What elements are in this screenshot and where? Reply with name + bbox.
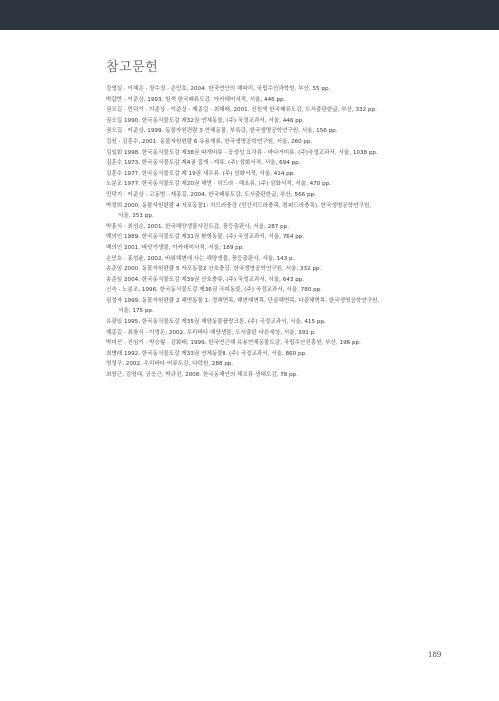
reference-entry bbox=[106, 105, 476, 116]
reference-text: 송준임 2004. 한국동식물도감 제39권 산호충류, (주) 국정교과서, 서울, 643 pp. bbox=[106, 276, 305, 283]
page-title: 참고문헌 bbox=[106, 60, 159, 75]
reference-entry bbox=[106, 201, 476, 222]
reference-entry bbox=[106, 158, 476, 169]
reference-entry bbox=[106, 148, 476, 159]
reference-entry bbox=[106, 95, 476, 106]
reference-text: 손민호 · 홍성윤, 2002. 바위해변에 사는 해양생물, 풍등출판사, 서울, 143 p. bbox=[106, 255, 295, 262]
reference-text: 최병래 1992. 한국동식물도감 제33권 연체동물Ⅱ. (주) 국정교과서, 서울, 860 pp. bbox=[106, 350, 307, 357]
reference-entry bbox=[106, 254, 476, 265]
reference-text: 백의인 2001. 바닷가생물, 아카데미서적, 서울, 189 pp. bbox=[106, 244, 245, 251]
reference-entry bbox=[106, 137, 476, 148]
reference-text: 백의인 1989. 한국동식물도감 제31권 환형동물. (주) 국정교과서, 서울, 764 pp. bbox=[106, 234, 305, 241]
reference-entry bbox=[106, 190, 476, 201]
reference-text: 권오길 1990. 한국동식물도감 제32권 연체동물, (주) 국정교과서, 서울, 446 pp. bbox=[106, 117, 305, 124]
reference-text: 박정희 2000. 동물자원편람 4 자포동물1: 히드라충강 (민간히드라충목, 컴퍼드라충목). 한국생명공학연구원, bbox=[106, 202, 372, 209]
reference-text: 김훈수 1973. 한국동식물도감 제4권 집게 · 게류. (주) 삼화서적, 서울, 694 pp. bbox=[106, 160, 301, 167]
reference-continuation: 서울, 251 pp. bbox=[118, 213, 154, 220]
reference-entry bbox=[106, 275, 476, 286]
reference-text: 심정자 1999. 동물자원편람 2 해면동물 1: 경해면목, 해변해면목, 단골해면목, 다골해면목, 한국생명공학연구원, bbox=[106, 297, 380, 304]
reference-text: 민덕기 · 이준상 · 고동범 · 제종길, 2004. 한국패류도감, 도서출판한글, 부산, 566 pp. bbox=[106, 191, 316, 198]
reference-text: 김훈수 1977. 한국동식물도감 제 19권 새우류. (주) 삼화서적, 서울, 414 pp. bbox=[106, 170, 296, 177]
reference-text: 노분조 1977. 한국동식물도감 제20권 해면 · 히드라 · 해초류, (주) 삼화서적, 서울, 470 pp. bbox=[106, 181, 331, 188]
reference-entry bbox=[106, 264, 476, 275]
reference-text: 박갑만 · 이준상, 1993. 원색 한국패류도감. 아카데미서적, 서울, 446 pp. bbox=[106, 96, 286, 103]
reference-text: 권오길 · 이준상, 1999. 동물자원편람 3 연체동물. 부록강, 한국생명공학연구원, 서울, 156 pp. bbox=[106, 128, 338, 135]
reference-text: 최창근, 김영대, 공응근, 박규진, 2008. 한국동해안의 해조류 생태도감, 78 pp. bbox=[106, 372, 298, 379]
top-header-band bbox=[0, 0, 499, 30]
reference-text: 신숙 · 노분조, 1996. 한국동식물도감 제36권 극피동물, (주) 국정교과서, 서울, 780 pp. bbox=[106, 287, 322, 294]
reference-continuation: 서울, 175 pp. bbox=[118, 308, 154, 315]
reference-entry bbox=[106, 179, 476, 190]
reference-entry bbox=[106, 84, 476, 95]
reference-entry bbox=[106, 222, 476, 233]
reference-text: 강영실 · 이혜은 · 장수정 · 손민호, 2004. 한국연안의 해파리, 국립수산과학원, 부산, 55 pp. bbox=[106, 86, 331, 92]
reference-text: 박미선 · 진임기 · 박승월 · 김화태, 1999. 한국연근해 유용연체동물도감, 국립수산진흥원, 부산, 196 pp. bbox=[106, 340, 361, 347]
reference-text: 유광일 1995. 한국동식물도감 제35권 해양동물플랑크톤, (주) 국정교과서, 서울, 415 pp. bbox=[106, 319, 326, 326]
reference-entry bbox=[106, 317, 476, 328]
reference-list bbox=[106, 84, 476, 381]
reference-entry bbox=[106, 296, 476, 317]
reference-entry bbox=[106, 232, 476, 243]
reference-text: 권오길 · 민덕기 · 이준상 · 이준상 · 제종길 · 최해래, 2001. 신원색 한국패류도감, 도서출판한글, 부산, 332 pp. bbox=[106, 107, 377, 114]
reference-entry bbox=[106, 328, 476, 339]
reference-text: 명정구, 2002. 우리바다 어류도감, 다락원, 288 pp. bbox=[106, 361, 234, 368]
reference-entry bbox=[106, 126, 476, 137]
reference-entry bbox=[106, 349, 476, 360]
reference-entry bbox=[106, 169, 476, 180]
reference-entry bbox=[106, 338, 476, 349]
reference-text: 김원 · 김훈수, 2001. 동물자원편람 6 유용게류, 한국생명공학연구원, 서울, 260 pp. bbox=[106, 138, 313, 145]
page-number: 189 bbox=[428, 651, 442, 659]
reference-entry bbox=[106, 370, 476, 381]
reference-text: 송준임 2000. 동물자원편람 5 자포동물2 산호충강. 한국생명공학연구원, 서울, 332 pp. bbox=[106, 266, 322, 273]
reference-entry bbox=[106, 285, 476, 296]
reference-entry bbox=[106, 243, 476, 254]
reference-entry bbox=[106, 116, 476, 127]
reference-entry bbox=[106, 359, 476, 370]
reference-text: 김일회 1998. 한국동식물도감 제38권 따개비류 · 공생성 요각류 · 바다거미류. (주)국정교과서, 서울, 1038 pp. bbox=[106, 149, 378, 156]
reference-text: 박흥식 · 최성순, 2001. 한국해양생물사진도감, 풍등출판사, 서울, 287 pp. bbox=[106, 223, 289, 230]
reference-text: 제종길 · 최광식 · 이영돈, 2002. 우리바다 해양생물, 도서출판 다른세상, 서울, 391 p. bbox=[106, 329, 316, 336]
